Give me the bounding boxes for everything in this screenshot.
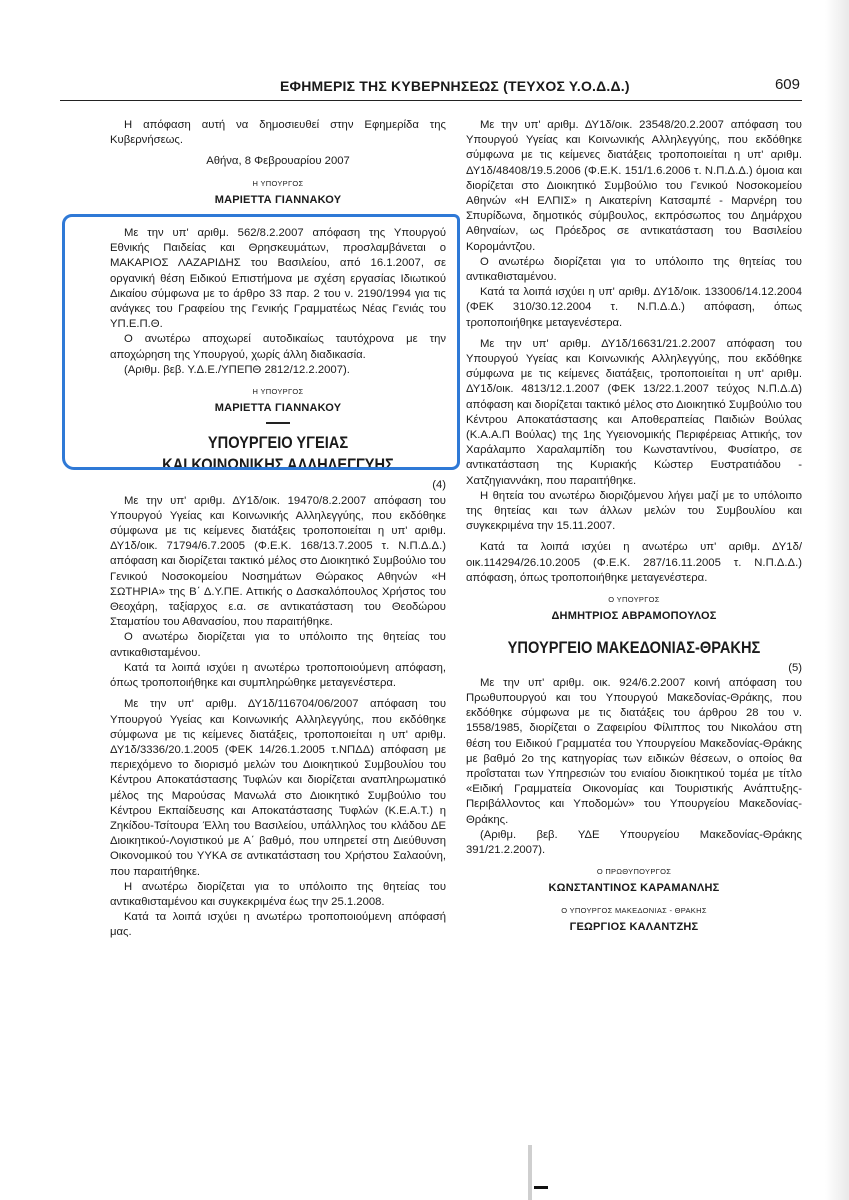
signature-label: Ο ΠΡΩΘΥΠΟΥΡΓΟΣ xyxy=(596,867,672,877)
signature-label: Ο ΥΠΟΥΡΓΟΣ ΜΑΚΕΔΟΝΙΑΣ - ΘΡΑΚΗΣ xyxy=(561,905,707,915)
decision-reference: (Αριθμ. βεβ. Υ.Δ.Ε./ΥΠΕΠΘ 2812/12.2.2007). xyxy=(124,363,350,376)
section-number: (4) xyxy=(432,479,446,492)
header-rule xyxy=(60,100,802,101)
body-paragraph: Με την υπ' αριθμ. οικ. 924/6.2.2007 κοινή απόφαση του Πρωθυπουργού και του Υπουργού Μακεδονίας-Θράκης, που εκδόθηκε σύμφωνα με τις διατάξεις του άρθρου 28 του ν. 1558/1985, διορίζεται ο Ζαφειρίου Φίλιππος του Νικολάου στη θέση του Ειδικού Γραμματέα του Υπουργείου Μακεδονίας-Θράκης με βαθμό 2ο της κατηγορίας των ειδικών θέσεων, ο οποίος θα προΐσταται των Υπηρεσιών του ενιαίου διοικητικού τομέα με τίτλο «Ειδική Γραμματεία Οικονομίας και Τουριστικής Ανάπτυξης- Περιβάλλοντος και Υποδομών» του Υπουργείου Μακεδονίας-Θράκης. xyxy=(466,676,802,826)
body-paragraph: Με την υπ' αριθμ. ΔΥ1δ/16631/21.2.2007 απόφαση του Υπουργού Υγείας και Κοινωνικής Αλληλεγγύης, που εκδόθηκε σύμφωνα με τις κείμενες διατάξεις, τροποποιείται η υπ' αριθμ. ΔΥ1δ/οικ. 4813/12.1.2007 (ΦΕΚ 13/22.1.2007 τεύχος Ν.Π.Δ.Δ) απόφαση και διορίζεται τακτικό μέλος στο Διοικητικό Συμβούλιο του Κέντρου Αποκατάστασης και Αποθεραπείας Παιδιών Βούλας (Κ.Α.Α.Π Βούλας) της 1ης Υγειονομικής Περιφέρειας Αττικής, τον Χαράλαμπο Χαραλαμπίδη του Κωνσταντίνου, Φυσίατρο, σε αντικατάσταση της Κυριακής Κώστερ Ευστρατιάδου - Χατζηγιαννάκη, που παραιτήθηκε. xyxy=(466,337,802,487)
page-header xyxy=(60,78,800,100)
body-reference: (Αριθμ. βεβ. ΥΔΕ Υπουργείου Μακεδονίας-Θράκης 391/21.2.2007). xyxy=(466,828,802,856)
body-paragraph: Η θητεία του ανωτέρω διοριζόμενου λήγει μαζί με το υπόλοιπο της θητείας και των άλλων μελών του Συμβουλίου και συγκεκριμένα την 15.11.2007. xyxy=(466,489,802,533)
body-paragraph: Με την υπ' αριθμ. ΔΥ1δ/116704/06/2007 απόφαση του Υπουργού Υγείας και Κοινωνικής Αλληλεγγύης, που εκδόθηκε σύμφωνα με τις κείμενες διατάξεις, τροποποιείται η υπ' αριθμ. ΔΥ1δ/3336/20.1.2005 (ΦΕΚ 14/26.1.2005 τ.ΝΠΔΔ) απόφαση με περιεχόμενο το διορισμό μελών του Διοικητικού Συμβουλίου του Κέντρου Αποκατάστασης Τυφλών και διορίζεται αναπληρωματικό μέλος της Μαρούσας Μανωλά στο Διοικητικό Συμβούλιο του Κέντρου Εκπαίδευσης και Αποκατάστασης Τυφλών (Κ.Ε.Α.Τ.) η Ζηκίδου-Τσίτουρα Έλλη του Βασιλείου, υπάλληλος του κλάδου ΔΕ Διοικητικού-Λογιστικού με Α΄ βαθμό, που υπηρετεί στη Διεύθυνση Οικονομικού του ΥΥΚΑ σε αντικατάσταση του Χρήστου Σαλαούνη, που παραιτήθηκε. xyxy=(110,698,446,878)
body-paragraph: Ο ανωτέρω διορίζεται για το υπόλοιπο της θητείας του αντικαθισταμένου. xyxy=(110,631,446,659)
body-paragraph: Η ανωτέρω διορίζεται για το υπόλοιπο της θητείας του αντικαθισταμένου και συγκεκριμένα έως την 25.1.2008. xyxy=(110,880,446,908)
right-column xyxy=(466,118,802,935)
signature-name: ΚΩΝΣΤΑΝΤΙΝΟΣ ΚΑΡΑΜΑΝΛΗΣ xyxy=(548,882,720,895)
body-paragraph: Με την υπ' αριθμ. ΔΥ1δ/οικ. 23548/20.2.2007 απόφαση του Υπουργού Υγείας και Κοινωνικής Αλληλεγγύης, που εκδόθηκε σύμφωνα με τις κείμενες διατάξεις τροποποιείται η υπ' αριθμ. ΔΥ1δ/48408/19.5.2006 (Φ.Ε.Κ. 151/1.6.2006 τ. Ν.Π.Δ.Δ.) όμοια και διορίζεται στο Διοικητικό Συμβούλιο του Γενικού Νοσοκομείου Αθηνών «Η ΕΛΠΙΣ» η Αικατερίνη Κατσαμπέ - Μαρνέρη του Σπυρίδωνα, δημοτικός σύμβουλος, εκπρόσωπος του Δημάρχου Αθηναίων, ως Πρόεδρος σε αντικατάσταση του Βασιλείου Κορομάντζου. xyxy=(466,119,802,253)
body-paragraph: Κατά τα λοιπά ισχύει η ανωτέρω τροποποιούμενη απόφαση, όπως τροποποιήθηκε και συμπληρώθηκε μεταγενέστερα. xyxy=(110,661,446,690)
bottom-mark xyxy=(534,1186,548,1189)
signature-name: ΜΑΡΙΕΤΤΑ ΓΙΑΝΝΑΚΟΥ xyxy=(214,402,342,415)
section-divider xyxy=(266,422,290,424)
gazette-title: ΕΦΗΜΕΡΙΣ ΤΗΣ ΚΥΒΕΡΝΗΣΕΩΣ (ΤΕΥΧΟΣ Υ.Ο.Δ.Δ.) xyxy=(280,78,630,94)
ministry-heading: ΚΑΙ ΚΟΙΝΩΝΙΚΗΣ ΑΛΛΗΛΕΓΓΥΗΣ xyxy=(162,455,394,475)
body-paragraph: Κατά τα λοιπά ισχύει η υπ' αριθμ. ΔΥ1δ/οικ. 133006/14.12.2004 (ΦΕΚ 310/30.12.2004 τ. Ν.Π.Δ.Δ.) απόφαση, όπως τροποποιήθηκε μεταγενέστερα. xyxy=(466,286,802,329)
signature-name: ΜΑΡΙΕΤΤΑ ΓΙΑΝΝΑΚΟΥ xyxy=(214,193,342,206)
signature-label: Η ΥΠΟΥΡΓΟΣ xyxy=(252,387,304,397)
section-number: (5) xyxy=(788,661,802,674)
body-paragraph: Κατά τα λοιπά ισχύει η ανωτέρω υπ' αριθμ. ΔΥ1δ/οικ.114294/26.10.2005 (Φ.Ε.Κ. 287/16.11.2005 τ. Ν.Π.Δ.Δ.) απόφαση, όπως τροποποιήθηκε μεταγενέστερα. xyxy=(466,541,802,584)
body-paragraph: Με την υπ' αριθμ. ΔΥ1δ/οικ. 19470/8.2.2007 απόφαση του Υπουργού Υγείας και Κοινωνικής Αλληλεγγύης, που εκδόθηκε σύμφωνα με τις κείμενες διατάξεις τροποποιείται η υπ' αριθμ. ΔΥ1δ/οικ. 71794/6.7.2005 (Φ.Ε.Κ. 168/13.7.2005 τ. Ν.Π.Δ.Δ.) απόφαση και διορίζεται τακτικό μέλος στο Διοικητικό Συμβούλιο του Γενικού Νοσοκομείου Νοσημάτων Θώρακος Αθηνών «Η ΣΩΤΗΡΙΑ» της Β΄ Δ.Υ.ΠΕ. Αττικής ο Δασκαλόπουλος Χρήστος του Θεοχάρη, ταξίαρχος ε.α. σε αντικατάσταση του Θεοδώρου Σταματίου του Αθανασίου, που παραιτήθηκε. xyxy=(110,494,446,629)
signature-label: Ο ΥΠΟΥΡΓΟΣ xyxy=(608,595,660,605)
body-paragraph: Ο ανωτέρω διορίζεται για το υπόλοιπο της θητείας του αντικαθισταμένου. xyxy=(466,255,802,284)
decision-paragraph: Με την υπ' αριθμ. 562/8.2.2007 απόφαση της Υπουργού Εθνικής Παιδείας και Θρησκευμάτων, προσλαμβάνεται ο ΜΑΚΑΡΙΟΣ ΛΑΖΑΡΙΔΗΣ του Βασιλείου, από 16.1.2007, σε οργανική θέση Ειδικού Επιστήμονα με σχέση εργασίας Ιδιωτικού Δικαίου σύμφωνα με το άρθρο 33 παρ. 2 του ν. 2190/1994 για τις ανάγκες του Γραφείου της Γενικής Γραμματέως Νέας Γενιάς του ΥΠ.Ε.Π.Θ. xyxy=(110,227,446,331)
left-column xyxy=(110,118,446,941)
signature-name: ΓΕΩΡΓΙΟΣ ΚΑΛΑΝΤΖΗΣ xyxy=(569,920,699,933)
page-fold-shadow xyxy=(528,1145,532,1200)
decision-paragraph-2: Ο ανωτέρω αποχωρεί αυτοδικαίως ταυτόχρονα με την αποχώρηση της Υπουργού, χωρίς άλλη διαδικασία. xyxy=(110,333,446,361)
signature-label: Η ΥΠΟΥΡΓΟΣ xyxy=(252,178,304,188)
intro-paragraph: Η απόφαση αυτή να δημοσιευθεί στην Εφημερίδα της Κυβερνήσεως. xyxy=(110,119,446,147)
page-number: 609 xyxy=(774,76,800,93)
place-date: Αθήνα, 8 Φεβρουαρίου 2007 xyxy=(206,155,350,168)
ministry-heading: ΥΠΟΥΡΓΕΙΟ ΥΓΕΙΑΣ xyxy=(207,433,349,453)
page-edge-shadow xyxy=(825,0,849,1200)
body-paragraph: Κατά τα λοιπά ισχύει η ανωτέρω τροποποιούμενη απόφασή μας. xyxy=(110,911,446,939)
signature-name: ΔΗΜΗΤΡΙΟΣ ΑΒΡΑΜΟΠΟΥΛΟΣ xyxy=(551,610,717,623)
ministry-heading: ΥΠΟΥΡΓΕΙΟ ΜΑΚΕΔΟΝΙΑΣ-ΘΡΑΚΗΣ xyxy=(507,637,761,657)
